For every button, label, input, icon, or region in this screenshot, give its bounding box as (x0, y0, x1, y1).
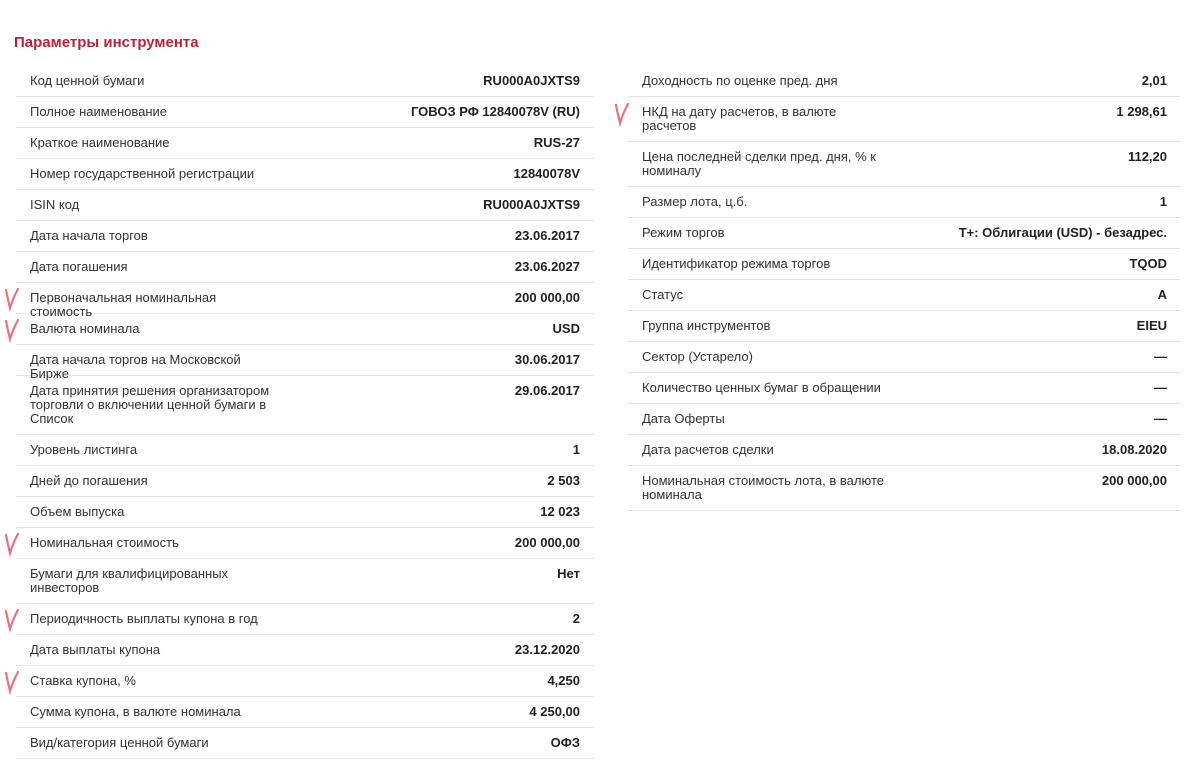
param-value: TQOD (1129, 256, 1167, 271)
param-row (16, 466, 594, 497)
param-row (628, 187, 1180, 218)
param-value: RU000A0JXTS9 (483, 197, 580, 212)
param-label: Полное наименование (30, 104, 168, 119)
param-label: Номинальная стоимость (30, 535, 179, 550)
param-label: ISIN код (30, 197, 80, 212)
param-row (16, 528, 594, 559)
check-mark-icon (4, 607, 20, 633)
param-label: Дата выплаты купона (30, 642, 161, 657)
param-value: ГОВОЗ РФ 12840078V (RU) (410, 104, 580, 119)
param-label: Дата Оферты (642, 411, 725, 426)
param-row (16, 128, 594, 159)
param-label: Дата начала торгов на Московской Бирже (30, 352, 241, 381)
param-row (16, 604, 594, 635)
param-label: НКД на дату расчетов, в валюте расчетов (642, 104, 837, 133)
param-value: — (1154, 411, 1167, 426)
param-value: 29.06.2017 (514, 383, 580, 398)
param-row (16, 66, 594, 97)
param-value: RUS-27 (533, 135, 580, 150)
param-label: Доходность по оценке пред. дня (642, 73, 838, 88)
param-row (16, 190, 594, 221)
param-label: Краткое наименование (30, 135, 170, 150)
param-label: Периодичность выплаты купона в год (30, 611, 258, 626)
param-label: Дата начала торгов (30, 228, 148, 243)
param-value: 18.08.2020 (1101, 442, 1167, 457)
section-title: Параметры инструмента (14, 34, 199, 51)
param-label: Дней до погашения (30, 473, 148, 488)
param-label: Ставка купона, % (30, 673, 136, 688)
param-value: 4 250,00 (529, 704, 580, 719)
param-row (628, 404, 1180, 435)
param-label: Номер государственной регистрации (30, 166, 255, 181)
param-label: Количество ценных бумаг в обращении (642, 380, 881, 395)
param-row (628, 435, 1180, 466)
param-row (16, 497, 594, 528)
param-value: 23.06.2017 (514, 228, 580, 243)
param-label: Цена последней сделки пред. дня, % к номиналу (642, 149, 876, 178)
param-row (16, 283, 594, 319)
param-row (16, 728, 594, 759)
param-value: 1 298,61 (1116, 104, 1167, 119)
param-value: 112,20 (1127, 149, 1167, 164)
param-row (628, 66, 1180, 97)
param-label: Бумаги для квалифицированных инвесторов (30, 566, 229, 595)
left-parameters-column (16, 66, 594, 759)
param-value: 23.12.2020 (514, 642, 580, 657)
param-value: 12840078V (513, 166, 580, 181)
param-label: Сектор (Устарело) (642, 349, 753, 364)
param-label: Дата погашения (30, 259, 128, 274)
param-row (16, 314, 594, 345)
param-label: Группа инструментов (642, 318, 771, 333)
param-row (16, 252, 594, 283)
param-label: Вид/категория ценной бумаги (30, 735, 209, 750)
param-value: 1 (572, 442, 580, 457)
param-label: Объем выпуска (30, 504, 125, 519)
param-label: Режим торгов (642, 225, 725, 240)
param-row (16, 666, 594, 697)
param-label: Идентификатор режима торгов (642, 256, 831, 271)
param-label: Статус (642, 287, 684, 302)
param-row (628, 311, 1180, 342)
param-value: RU000A0JXTS9 (483, 73, 580, 88)
param-value: 23.06.2027 (514, 259, 580, 274)
check-mark-icon (614, 101, 630, 127)
param-row (16, 159, 594, 190)
check-mark-icon (4, 317, 20, 343)
param-value: EIEU (1136, 318, 1167, 333)
param-label: Размер лота, ц.б. (642, 194, 748, 209)
param-value: 1 (1159, 194, 1167, 209)
param-row (16, 635, 594, 666)
param-row (628, 97, 1180, 142)
check-mark-icon (4, 286, 20, 312)
param-label: Валюта номинала (30, 321, 140, 336)
param-value: 200 000,00 (514, 535, 580, 550)
right-parameters-column (628, 66, 1180, 511)
param-row (16, 221, 594, 252)
param-value: Нет (557, 566, 580, 581)
param-value: 200 000,00 (1101, 473, 1167, 488)
param-label: Номинальная стоимость лота, в валюте номинала (642, 473, 884, 502)
param-row (628, 342, 1180, 373)
param-row (16, 97, 594, 128)
param-row (628, 249, 1180, 280)
param-row (16, 559, 594, 604)
param-row (628, 142, 1180, 187)
param-row (628, 218, 1180, 249)
param-value: — (1154, 380, 1167, 395)
param-value: 2 503 (547, 473, 580, 488)
param-row (16, 697, 594, 728)
param-value: 4,250 (547, 673, 580, 688)
param-label: Сумма купона, в валюте номинала (30, 704, 241, 719)
check-mark-icon (4, 531, 20, 557)
param-row (16, 376, 594, 435)
param-value: 200 000,00 (514, 290, 580, 305)
param-row (628, 466, 1180, 511)
param-label: Дата расчетов сделки (642, 442, 774, 457)
param-label: Код ценной бумаги (30, 73, 145, 88)
param-row (628, 373, 1180, 404)
param-value: A (1157, 287, 1167, 302)
check-mark-icon (4, 669, 20, 695)
param-value: 2,01 (1141, 73, 1167, 88)
param-value: ОФЗ (550, 735, 580, 750)
param-value: 30.06.2017 (514, 352, 580, 367)
param-value: 12 023 (540, 504, 580, 519)
param-value: USD (552, 321, 580, 336)
param-row (16, 435, 594, 466)
param-value: Т+: Облигации (USD) - безадрес. (958, 225, 1167, 240)
param-row (628, 280, 1180, 311)
param-value: — (1154, 349, 1167, 364)
param-value: 2 (572, 611, 580, 626)
param-label: Первоначальная номинальная стоимость (30, 290, 217, 319)
param-label: Дата принятия решения организатором торговли о включении ценной бумаги в Список (30, 383, 270, 426)
param-row (16, 345, 594, 381)
param-label: Уровень листинга (30, 442, 138, 457)
